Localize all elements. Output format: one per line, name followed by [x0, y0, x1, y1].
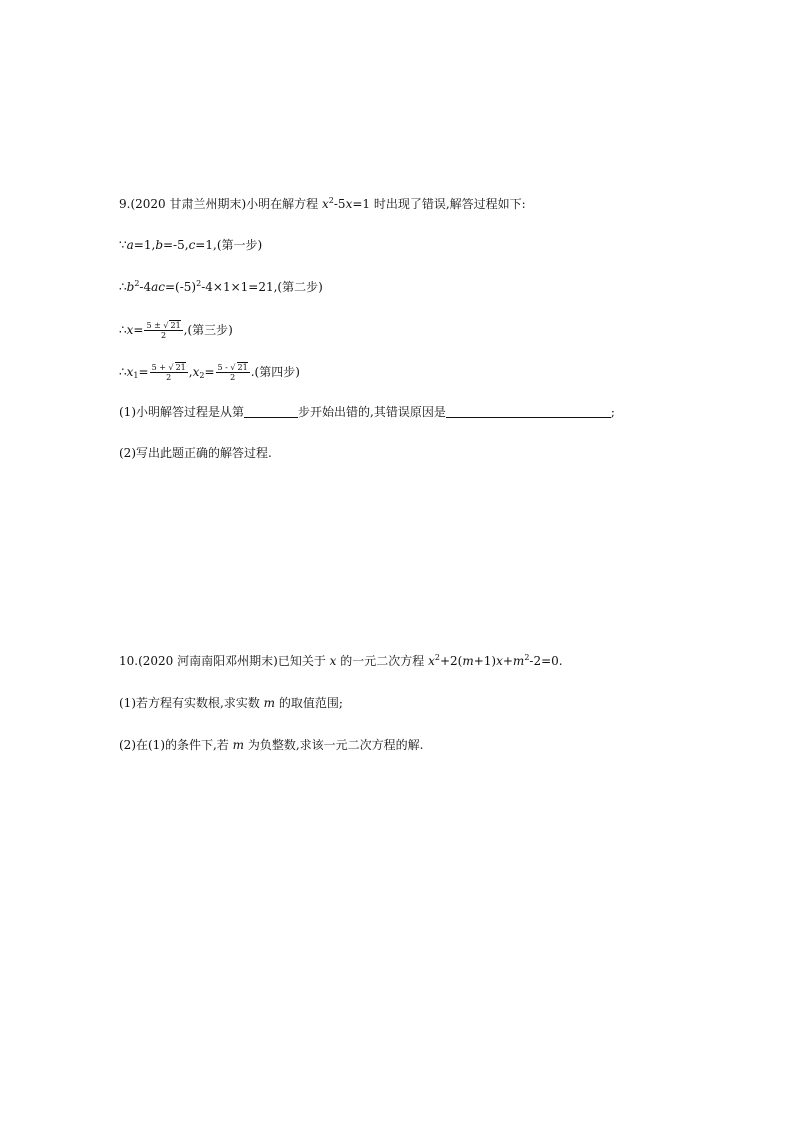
fraction: $\frac{5 - √ 21}{2}$: [217, 363, 248, 382]
q10-source: (2020 河南南阳邓州期末): [138, 654, 278, 668]
q9-part-1: (1)小明解答过程是从第 步开始出错的,其错误原因是 ;: [119, 405, 615, 419]
q10-part-1: (1)若方程有实数根,求实数 m 的取值范围;: [119, 696, 343, 710]
q10-number: 10.: [119, 654, 139, 668]
answer-blank-reason[interactable]: [446, 405, 611, 418]
q9-source: (2020 甘肃兰州期末): [130, 197, 247, 211]
q9-stem: 9.(2020 甘肃兰州期末)小明在解方程 $x^2-5x=1$ 时出现了错误,解答过程如下:: [119, 196, 526, 211]
q9-part-2: (2)写出此题正确的解答过程.: [119, 446, 272, 460]
fraction: $\frac{5 \pm √ 21}{2}$: [146, 321, 181, 340]
q10-part-2: (2)在(1)的条件下,若 m 为负整数,求该一元二次方程的解.: [119, 738, 424, 752]
q9-step-4: $\therefore x_1=$ $\frac{5 + √ 21}{2}$ $,x_2=$ $\frac{5 - √ 21}{2}$ .(第四步): [119, 363, 300, 382]
q9-number: 9.: [119, 197, 131, 211]
q9-step-3: ∴x= $\frac{5 \pm √ 21}{2}$ ,(第三步): [119, 321, 233, 340]
fraction: $\frac{5 + √ 21}{2}$: [151, 363, 186, 382]
q10-stem: 10.(2020 河南南阳邓州期末)已知关于 x 的一元二次方程 $x^2+2(m+1)x+m^2-2=0$.: [119, 653, 563, 668]
q9-step-2: $\therefore b^2-4ac=(-5)^2-4\times 1\times 1=21$,(第二步): [119, 279, 323, 294]
answer-blank-step[interactable]: [244, 405, 298, 418]
q9-step-1: ∵a=1,b=-5,c=1,(第一步): [119, 238, 263, 252]
